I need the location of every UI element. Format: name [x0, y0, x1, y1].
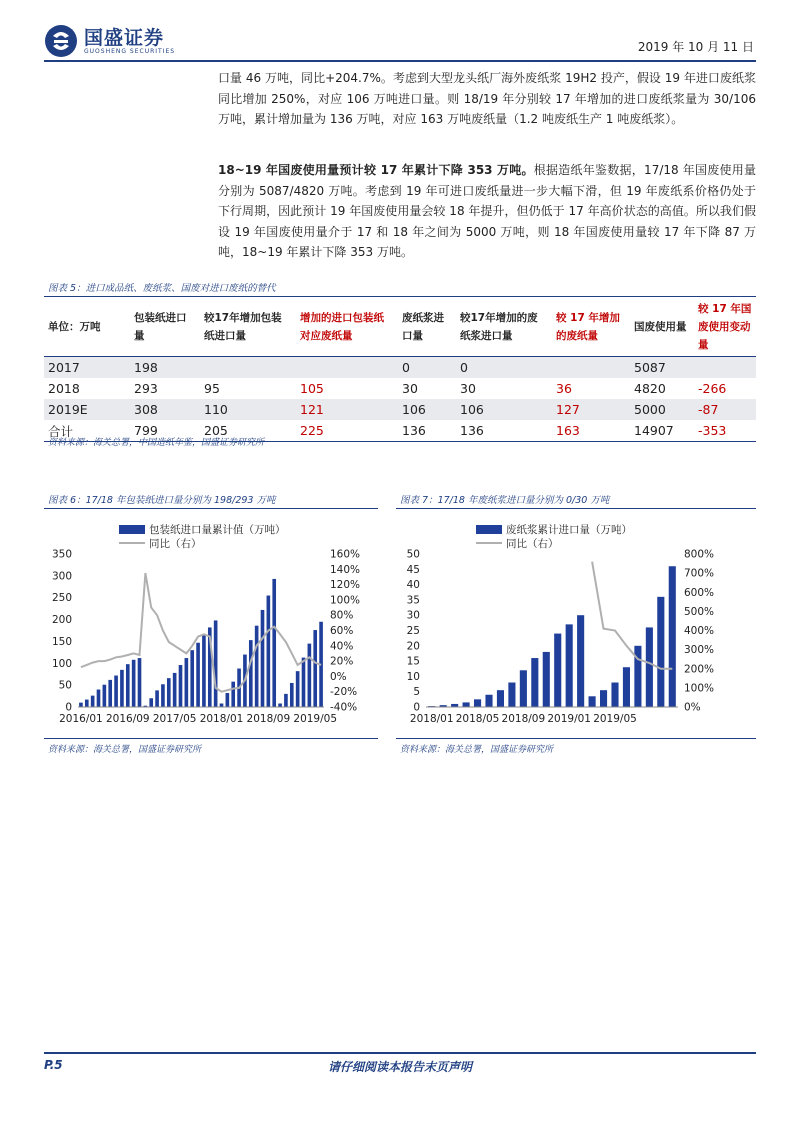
table-header: 单位：万吨	[44, 298, 130, 357]
legend-bar-swatch	[476, 525, 502, 534]
paragraph-2	[218, 160, 756, 263]
footer-note: 请仔细阅读本报告末页声明	[327, 1060, 472, 1074]
bar	[132, 660, 136, 707]
company-name-en: GUOSHENG SECURITIES	[84, 47, 176, 55]
bar	[149, 698, 153, 707]
y-right-tick-label: 0%	[330, 670, 347, 683]
table-cell: 合计	[44, 420, 130, 442]
report-date: 2019 年 10 月 11 日	[637, 40, 754, 54]
bar	[313, 630, 317, 707]
y-left-tick-label: 25	[406, 625, 420, 637]
bar	[611, 683, 618, 707]
table-cell	[200, 357, 296, 379]
y-left-tick-label: 350	[51, 548, 72, 561]
table-cell: -266	[698, 381, 727, 396]
y-right-tick-label: 40%	[330, 640, 354, 653]
y-left-tick-label: 35	[406, 594, 420, 607]
chart6-caption-line	[44, 508, 378, 509]
table-row	[44, 357, 756, 379]
y-left-tick-label: 0	[413, 701, 420, 714]
table-cell: 127	[552, 399, 630, 420]
y-left-tick-label: 50	[406, 548, 420, 561]
table-cell: 163	[552, 420, 630, 442]
bar	[103, 685, 107, 707]
bar	[296, 671, 300, 707]
bar	[531, 658, 538, 707]
y-left-tick-label: 20	[406, 640, 420, 653]
table-cell: -353	[694, 420, 756, 442]
x-tick-label: 2018/01	[409, 713, 454, 725]
bar	[554, 634, 561, 707]
bar	[278, 704, 282, 707]
table-cell: 14907	[630, 420, 694, 442]
bar	[114, 676, 118, 707]
y-right-tick-label: 400%	[684, 625, 715, 637]
table-header: 包装纸进口量	[130, 298, 200, 357]
chart7	[396, 512, 756, 734]
paragraph-1-text: 口量 46 万吨，同比+204.7%。考虑到大型龙头纸厂海外废纸浆 19H2 投产，假设 19 年进口废纸浆同比增加 250%，对应 106 万吨进口量。则 18/19 年分别较 17 年增加的进口废纸浆量为 30/106 万吨，累计增加量为 136 万吨，对应 163 万吨废纸量（1.2 吨废纸生产 1 吨废纸浆）。	[218, 71, 756, 126]
logo-icon	[44, 24, 78, 58]
bar	[646, 627, 653, 707]
y-right-tick-label: 140%	[330, 563, 361, 576]
bar	[543, 652, 550, 707]
bar	[185, 658, 189, 707]
bar	[79, 703, 83, 707]
bar	[85, 700, 89, 707]
paragraph-1	[218, 68, 756, 130]
bar	[577, 615, 584, 707]
table-cell: 36	[556, 381, 572, 396]
bar	[657, 597, 664, 707]
bar	[231, 682, 235, 707]
y-left-tick-label: 100	[51, 657, 72, 670]
legend-line-label: 同比（右）	[149, 538, 202, 550]
y-left-tick-label: 30	[406, 609, 420, 622]
table-cell: 136	[456, 420, 552, 442]
table-cell: 225	[296, 420, 398, 442]
y-left-tick-label: 40	[406, 579, 420, 592]
page-number: P.5	[44, 1058, 63, 1072]
table5-header-row	[44, 298, 756, 357]
bar	[173, 673, 177, 707]
y-right-tick-label: 500%	[684, 605, 715, 618]
x-tick-label: 2019/05	[293, 713, 338, 725]
bar	[138, 658, 142, 707]
y-left-tick-label: 15	[406, 655, 420, 668]
table-cell: 5087	[630, 357, 694, 379]
y-left-tick-label: 250	[51, 592, 72, 605]
bar	[126, 664, 130, 707]
table-cell: 95	[204, 381, 220, 396]
bar	[190, 650, 194, 707]
x-tick-label: 2018/05	[455, 713, 500, 725]
table5-source: 资料来源：海关总署，中国造纸年鉴，国盛证券研究所	[48, 438, 265, 448]
bar	[308, 644, 312, 707]
y-left-tick-label: 300	[51, 570, 72, 583]
chart6-caption: 图表 6：17/18 年包装纸进口量分别为 198/293 万吨	[48, 495, 276, 506]
chart6-bottom-line	[44, 738, 378, 739]
table-header: 较 17 年国废使用变动量	[694, 298, 756, 357]
x-tick-label: 2019/05	[593, 713, 637, 725]
table-cell: 293	[134, 381, 158, 396]
table-cell: 2018	[48, 381, 80, 396]
table-cell	[694, 357, 756, 379]
y-left-tick-label: 10	[406, 670, 420, 683]
table-cell: 121	[296, 399, 398, 420]
y-right-tick-label: 700%	[684, 567, 715, 580]
table-row	[44, 399, 756, 420]
table-cell: 106	[456, 399, 552, 420]
table-cell: 105	[300, 381, 324, 396]
bar	[508, 683, 515, 707]
y-left-tick-label: 50	[58, 679, 72, 692]
yoy-line	[81, 573, 321, 692]
y-right-tick-label: 120%	[330, 579, 361, 592]
bar	[284, 694, 288, 707]
table-cell: 308	[130, 399, 200, 420]
table-cell: 30	[402, 381, 418, 396]
bar	[623, 667, 630, 707]
chart7-bottom-line	[396, 738, 756, 739]
chart6	[44, 512, 380, 734]
table-cell: 2017	[44, 357, 130, 379]
bar	[108, 680, 112, 707]
paragraph-2-text: 根据造纸年鉴数据，17/18 年国废使用量分别为 5087/4820 万吨。考虑到 19 年可进口废纸量进一步大幅下滑，但 19 年废纸系价格仍处于下行周期，因此预计 19 年国废使用量会较 18 年提升，但仍低于 17 年高价状态的高值。所以我们假设 19 年国废使用量介于 17 和 18 年之间为 5000 万吨，则 18 年国废使用量较 17 年下降 87 万吨，18~19 年累计下降 353 万吨。	[218, 163, 756, 259]
bar	[474, 699, 481, 707]
bar	[290, 683, 294, 707]
legend-bar-label: 废纸浆累计进口量（万吨）	[506, 524, 632, 536]
y-left-tick-label: 200	[51, 614, 72, 627]
paragraph-2-lead: 18~19 年国废使用量预计较 17 年累计下降 353 万吨。	[218, 163, 534, 177]
y-right-tick-label: 800%	[684, 548, 715, 561]
x-tick-label: 2017/05	[152, 713, 197, 725]
bar	[669, 566, 676, 707]
table5	[44, 298, 756, 442]
table-cell: 110	[200, 399, 296, 420]
bar	[120, 670, 124, 707]
bar	[226, 693, 230, 707]
table-cell: 30	[460, 381, 476, 396]
y-right-tick-label: 60%	[330, 625, 354, 637]
chart7-caption: 图表 7：17/18 年废纸浆进口量分别为 0/30 万吨	[400, 495, 610, 506]
bar	[97, 690, 101, 707]
table-cell: 0	[456, 357, 552, 379]
table-header: 废纸浆进口量	[398, 298, 456, 357]
bar	[214, 620, 218, 707]
y-right-tick-label: 200%	[684, 663, 715, 676]
y-right-tick-label: 160%	[330, 548, 361, 561]
y-right-tick-label: 300%	[684, 644, 715, 657]
table-row	[44, 378, 756, 399]
bar	[91, 696, 95, 707]
y-right-tick-label: 600%	[684, 586, 715, 599]
table-cell: -87	[694, 399, 756, 420]
x-tick-label: 2019/01	[547, 713, 591, 725]
table-cell: 799	[130, 420, 200, 442]
table-header: 较 17 年增加的废纸量	[552, 298, 630, 357]
legend-bar-swatch	[119, 525, 145, 534]
table-cell: 4820	[634, 381, 666, 396]
bar	[155, 690, 159, 707]
header-divider	[44, 60, 756, 62]
x-tick-label: 2016/09	[105, 713, 150, 725]
chart6-source: 资料来源：海关总署，国盛证券研究所	[48, 745, 202, 755]
bar	[267, 596, 271, 707]
bar	[302, 658, 306, 707]
chart7-caption-line	[396, 508, 756, 509]
y-right-tick-label: 100%	[684, 682, 715, 695]
bar	[179, 665, 183, 707]
chart7-source: 资料来源：海关总署，国盛证券研究所	[400, 745, 554, 755]
bar	[463, 702, 470, 707]
y-right-tick-label: 80%	[330, 609, 354, 622]
bar	[520, 670, 527, 707]
table-cell: 106	[398, 399, 456, 420]
y-right-tick-label: 0%	[684, 701, 701, 714]
legend-line-label: 同比（右）	[506, 538, 559, 550]
bar	[249, 640, 253, 707]
y-right-tick-label: -20%	[330, 686, 358, 699]
bar	[161, 684, 165, 707]
table-header: 增加的进口包装纸对应废纸量	[296, 298, 398, 357]
y-left-tick-label: 5	[413, 686, 420, 699]
table5-caption-line	[44, 296, 756, 297]
bar	[497, 690, 504, 707]
table-cell: 205	[200, 420, 296, 442]
bar	[196, 643, 200, 707]
y-right-tick-label: 100%	[330, 594, 361, 607]
table-cell	[552, 357, 630, 379]
table5-caption: 图表 5：进口成品纸、废纸浆、国废对进口废纸的替代	[48, 283, 276, 294]
y-right-tick-label: -40%	[330, 701, 358, 714]
x-tick-label: 2018/09	[246, 713, 291, 725]
table-header: 较17年增加的废纸浆进口量	[456, 298, 552, 357]
bar	[220, 704, 224, 707]
company-logo	[44, 24, 175, 58]
bar	[261, 610, 265, 707]
y-left-tick-label: 45	[406, 563, 420, 576]
bar	[485, 695, 492, 707]
company-name: 国盛证券	[84, 26, 165, 49]
bar	[566, 624, 573, 707]
table-cell	[296, 357, 398, 379]
bar	[255, 626, 259, 707]
bar	[167, 678, 171, 707]
table-header: 较17年增加包装纸进口量	[200, 298, 296, 357]
y-left-tick-label: 150	[51, 635, 72, 648]
table-header: 国废使用量	[630, 298, 694, 357]
bar	[202, 635, 206, 707]
table-cell: 136	[398, 420, 456, 442]
x-tick-label: 2018/01	[199, 713, 244, 725]
footer-divider	[44, 1052, 756, 1054]
legend-bar-label: 包装纸进口量累计值（万吨）	[149, 524, 286, 536]
table-cell: 198	[130, 357, 200, 379]
x-tick-label: 2016/01	[59, 713, 103, 725]
y-right-tick-label: 20%	[330, 655, 354, 668]
x-tick-label: 2018/09	[501, 713, 546, 725]
table-cell: 2019E	[44, 399, 130, 420]
bar	[589, 696, 596, 707]
table-cell: 5000	[630, 399, 694, 420]
y-left-tick-label: 0	[65, 701, 72, 714]
bar	[600, 690, 607, 707]
table-cell: 0	[398, 357, 456, 379]
bar	[272, 579, 276, 707]
